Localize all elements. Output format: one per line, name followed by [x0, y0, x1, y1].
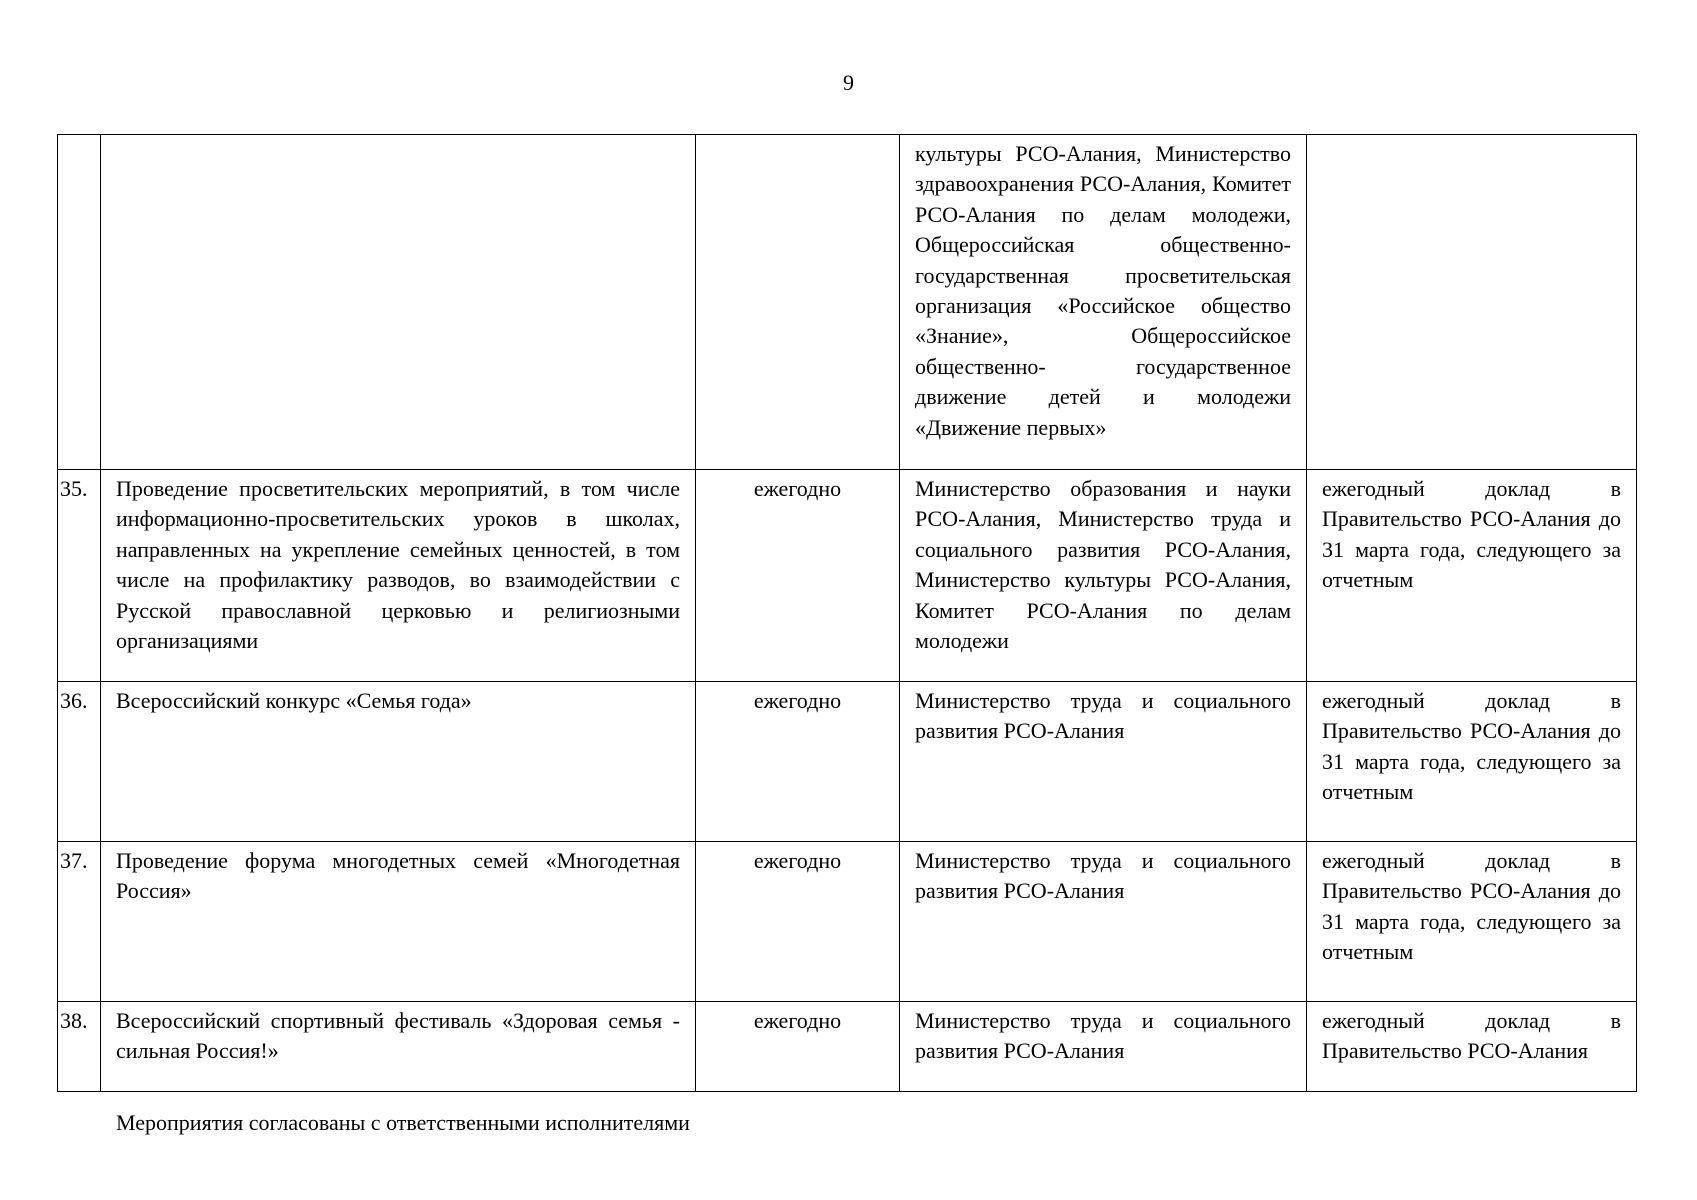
- table-row-continuation: [58, 135, 1637, 470]
- row-number-cell: 36.: [58, 682, 101, 842]
- page-number: 9: [843, 70, 854, 95]
- report-cell: ежегодный доклад в Правительство РСО-Алания до 31 марта года, следующего за отчетным: [1307, 682, 1637, 842]
- event-cell: Проведение просветительских мероприятий, в том числе информационно-просветительских уроков в школах, направленных на укрепление семейных ценностей, в том числе на профилактику разводов, во взаимодействии с Русской православной церковью и религиозными организациями: [101, 470, 696, 682]
- report-cell: ежегодный доклад в Правительство РСО-Алания: [1307, 1002, 1637, 1092]
- event-cell: Проведение форума многодетных семей «Многодетная Россия»: [101, 842, 696, 1002]
- row-number-cell: 38.: [58, 1002, 101, 1092]
- deadline-cell: ежегодно: [696, 682, 900, 842]
- footer-note: Мероприятия согласованы с ответственными исполнителями: [116, 1110, 690, 1135]
- event-cell: [101, 135, 696, 470]
- table-row: [58, 1002, 1637, 1092]
- responsible-cell: Министерство труда и социального развития РСО-Алания: [900, 682, 1307, 842]
- row-number-cell: 35.: [58, 470, 101, 682]
- responsible-cell: Министерство труда и социального развития РСО-Алания: [900, 1002, 1307, 1092]
- report-cell: ежегодный доклад в Правительство РСО-Алания до 31 марта года, следующего за отчетным: [1307, 842, 1637, 1002]
- row-number-cell: [58, 135, 101, 470]
- event-cell: Всероссийский спортивный фестиваль «Здоровая семья - сильная Россия!»: [101, 1002, 696, 1092]
- deadline-cell: ежегодно: [696, 1002, 900, 1092]
- responsible-cell: Министерство образования и науки РСО-Алания, Министерство труда и социального развития РСО-Алания, Министерство культуры РСО-Алания, Комитет РСО-Алания по делам молодежи: [900, 470, 1307, 682]
- deadline-cell: ежегодно: [696, 470, 900, 682]
- deadline-cell: [696, 135, 900, 470]
- event-cell: Всероссийский конкурс «Семья года»: [101, 682, 696, 842]
- report-cell: ежегодный доклад в Правительство РСО-Алания до 31 марта года, следующего за отчетным: [1307, 470, 1637, 682]
- report-cell: [1307, 135, 1637, 470]
- responsible-cell: культуры РСО-Алания, Министерство здравоохранения РСО-Алания, Комитет РСО-Алания по делам молодежи, Общероссийская общественно-государственная просветительская организация «Российское общество «Знание», Общероссийское общественно- государственное движение детей и молодежи «Движение первых»: [900, 135, 1307, 470]
- deadline-cell: ежегодно: [696, 842, 900, 1002]
- responsible-cell: Министерство труда и социального развития РСО-Алания: [900, 842, 1307, 1002]
- table-row: [58, 842, 1637, 1002]
- table-row: [58, 470, 1637, 682]
- row-number-cell: 37.: [58, 842, 101, 1002]
- table-row: [58, 682, 1637, 842]
- measures-table: [57, 134, 1637, 1092]
